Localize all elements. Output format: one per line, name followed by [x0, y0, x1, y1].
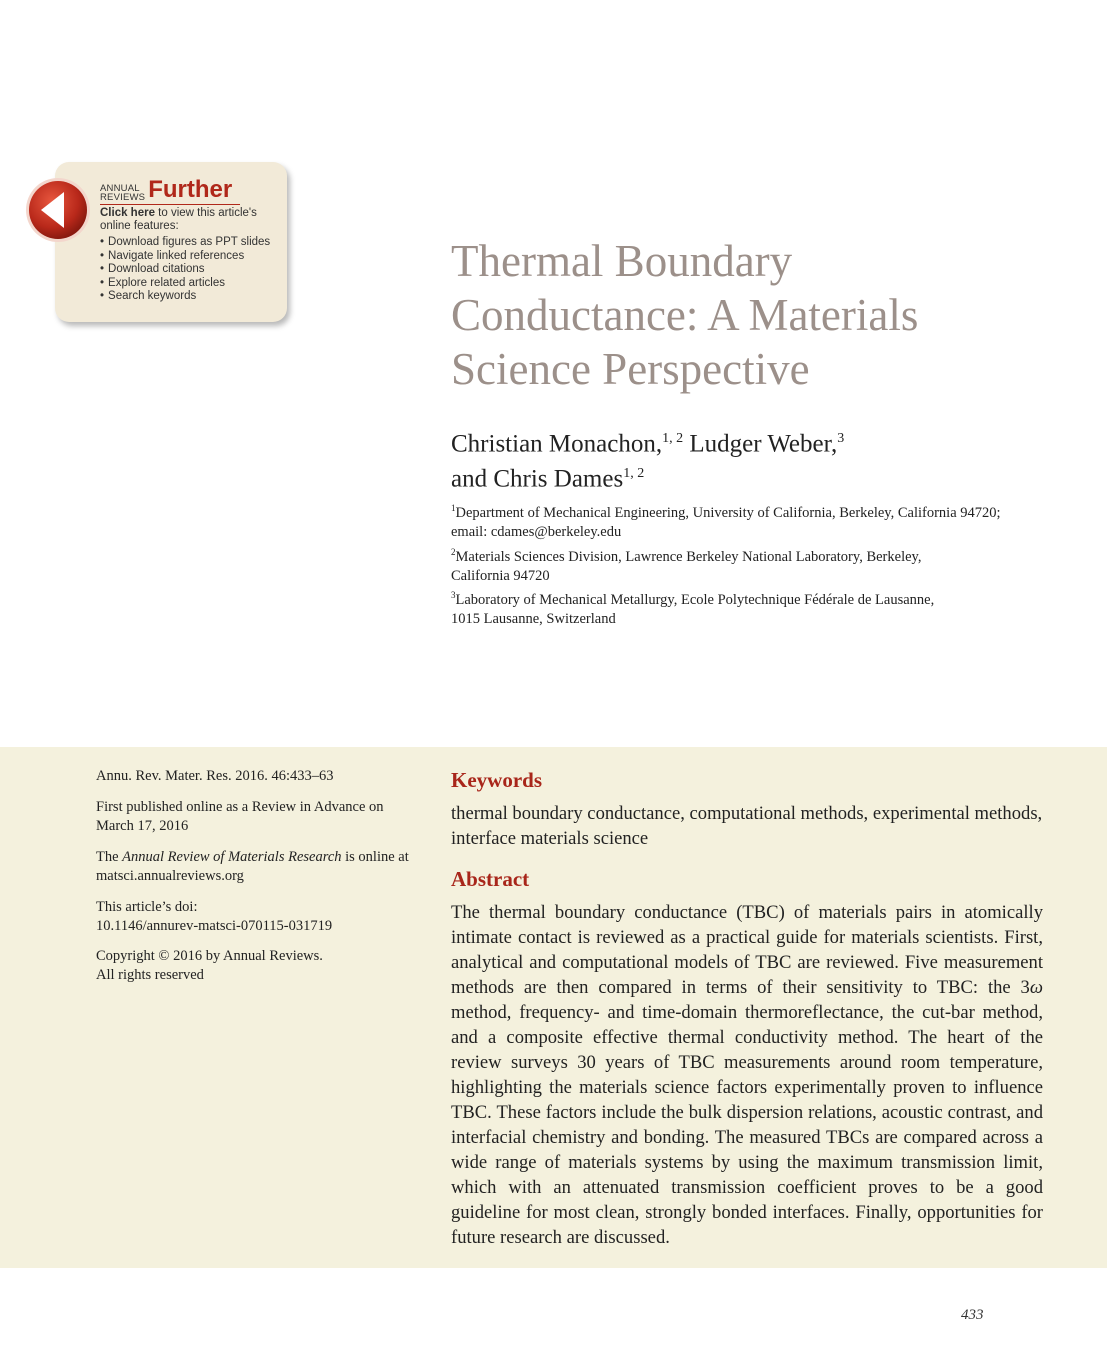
- play-back-icon[interactable]: [24, 176, 92, 244]
- journal-url[interactable]: matsci.annualreviews.org: [96, 868, 244, 884]
- author-affiliation-mark: 3: [837, 431, 845, 446]
- journal-name: Annual Review of Materials Research: [122, 849, 342, 865]
- journal-online-info: The Annual Review of Materials Research is online at matsci.annualreviews.org: [96, 849, 409, 884]
- affiliation-2: $^2$Materials Sciences Division, Lawrence Berkeley National Laboratory, Berkeley, California 94720: [451, 547, 922, 584]
- feature-navigate-references[interactable]: • Navigate linked references: [100, 250, 285, 264]
- feature-download-figures[interactable]: • Download figures as PPT slides: [100, 236, 285, 250]
- doi-link[interactable]: 10.1146/annurev-matsci-070115-031719: [96, 918, 333, 934]
- click-here-link[interactable]: Click here: [100, 207, 155, 219]
- keywords-text: thermal boundary conductance, computational methods, experimental methods, interface materials science: [451, 803, 1043, 849]
- omega-symbol: ω: [1029, 977, 1043, 998]
- further-header: [100, 178, 285, 202]
- abstract-text: The thermal boundary conductance (TBC) of materials pairs in atomically intimate contact is reviewed as a practical guide for materials scientists. First, analytical and computational models of TBC are reviewed. Five measurement methods are then compared in terms of their sensitivity to TBC: the 3ω method, frequency- and time-domain thermoreflectance, the cut-bar method, and a composite effective thermal conductivity method. The heart of the review surveys 30 years of TBC measurements around room temperature, highlighting the materials science factors experimentally proven to influence TBC. These factors include the bulk dispersion relations, acoustic contrast, and interfacial chemistry and bonding. The measured TBCs are compared across a wide range of materials systems by using the maximum transmission limit, which with an attenuated transmission coefficient proves to be a good guideline for most clean, strongly bonded interfaces. Finally, opportunities for future research are discussed.: [451, 902, 1043, 1248]
- author-name: Ludger Weber,: [683, 430, 838, 458]
- affiliation-3: $^3$Laboratory of Mechanical Metallurgy, Ecole Polytechnique Fédérale de Lausanne, 1015 Lausanne, Switzerland: [451, 590, 935, 627]
- author-affiliation-mark: 1, 2: [623, 466, 645, 482]
- abstract-heading: Abstract: [451, 867, 530, 891]
- article-title: Thermal Boundary Conductance: A Materials Science Perspective: [451, 236, 919, 394]
- page-number: 433: [961, 1307, 984, 1323]
- citation-info: Annu. Rev. Mater. Res. 2016. 46:433–63: [96, 768, 334, 784]
- further-divider: [100, 204, 240, 205]
- keywords-heading: Keywords: [451, 768, 542, 792]
- feature-related-articles[interactable]: • Explore related articles: [100, 277, 285, 291]
- further-title: Further: [148, 176, 233, 203]
- author-affiliation-mark: 1, 2: [662, 431, 684, 446]
- doi-info: This article’s doi: 10.1146/annurev-matsci-070115-031719: [96, 899, 333, 934]
- feature-search-keywords[interactable]: • Search keywords: [100, 290, 285, 304]
- feature-download-citations[interactable]: • Download citations: [100, 263, 285, 277]
- copyright-info: Copyright © 2016 by Annual Reviews. All rights reserved: [96, 948, 323, 983]
- author-name: and Chris Dames: [451, 465, 624, 493]
- author-name: Christian Monachon,: [451, 430, 663, 458]
- published-info: First published online as a Review in Advance on March 17, 2016: [96, 799, 384, 834]
- further-intro: Click here to view this article's online features:: [100, 207, 257, 232]
- further-content: [100, 178, 285, 304]
- affiliation-1: $^1$Department of Mechanical Engineering, University of California, Berkeley, California 94720; email: cdames@berkeley.edu: [451, 503, 1001, 540]
- annual-reviews-logo: ANNUAL REVIEWS: [100, 183, 146, 203]
- further-feature-list: [100, 236, 285, 304]
- author-list: [451, 424, 1071, 495]
